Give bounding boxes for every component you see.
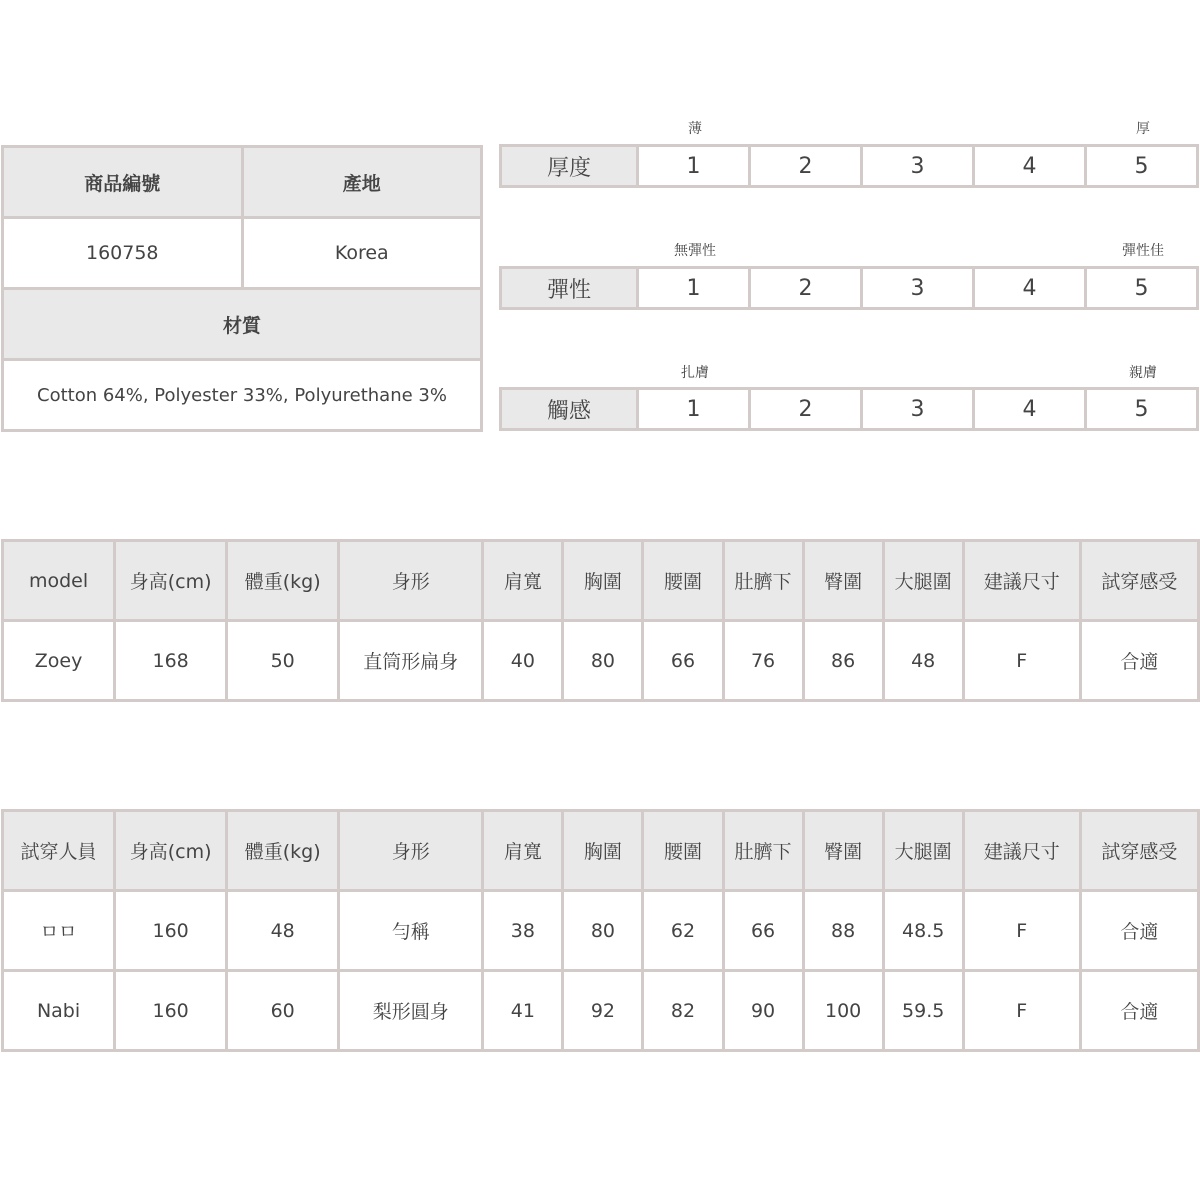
table-cell: 62 xyxy=(643,891,723,971)
header-body-shape: 身形 xyxy=(339,541,483,621)
header-model: model xyxy=(3,541,115,621)
header-shoulder: 肩寬 xyxy=(483,811,563,891)
table-cell: 38 xyxy=(483,891,563,971)
table-cell: F xyxy=(963,971,1080,1051)
header-tester: 試穿人員 xyxy=(3,811,115,891)
rating-level: 5 xyxy=(1086,389,1198,430)
touch-low-label: 扎膚 xyxy=(681,365,709,381)
table-cell: 160 xyxy=(115,891,227,971)
header-recommended-size: 建議尺寸 xyxy=(963,811,1080,891)
tester-measurement-table xyxy=(1,809,1200,1052)
rating-level: 5 xyxy=(1086,268,1198,309)
rating-level: 1 xyxy=(638,389,750,430)
table-row xyxy=(3,621,1199,701)
header-lower-waist: 肚臍下 xyxy=(723,811,803,891)
header-height: 身高(cm) xyxy=(115,541,227,621)
elasticity-low-label: 無彈性 xyxy=(674,243,716,259)
header-fit-feel: 試穿感受 xyxy=(1080,541,1198,621)
table-cell: 92 xyxy=(563,971,643,1051)
thickness-low-label: 薄 xyxy=(688,121,702,137)
rating-level: 1 xyxy=(638,146,750,187)
rating-level: 3 xyxy=(862,268,974,309)
origin-label: 產地 xyxy=(242,147,482,218)
header-body-shape: 身形 xyxy=(339,811,483,891)
header-weight: 體重(kg) xyxy=(227,541,339,621)
table-cell: 合適 xyxy=(1080,891,1198,971)
header-chest: 胸圍 xyxy=(563,811,643,891)
table-cell: 合適 xyxy=(1080,971,1198,1051)
product-info-table xyxy=(1,145,483,432)
rating-level: 2 xyxy=(750,146,862,187)
rating-level: 3 xyxy=(862,389,974,430)
product-code-value: 160758 xyxy=(3,218,243,289)
header-lower-waist: 肚臍下 xyxy=(723,541,803,621)
elasticity-rating-table xyxy=(499,266,1199,310)
table-cell: 80 xyxy=(563,621,643,701)
header-hip: 臀圍 xyxy=(803,811,883,891)
rating-level: 4 xyxy=(974,146,1086,187)
table-cell: 80 xyxy=(563,891,643,971)
table-cell: Nabi xyxy=(3,971,115,1051)
header-shoulder: 肩寬 xyxy=(483,541,563,621)
table-cell: 60 xyxy=(227,971,339,1051)
table-cell: ㅁㅁ xyxy=(3,891,115,971)
touch-label: 觸感 xyxy=(501,389,638,430)
table-cell: 梨形圓身 xyxy=(339,971,483,1051)
origin-value: Korea xyxy=(242,218,482,289)
header-hip: 臀圍 xyxy=(803,541,883,621)
header-chest: 胸圍 xyxy=(563,541,643,621)
header-waist: 腰圍 xyxy=(643,811,723,891)
table-row xyxy=(3,971,1199,1051)
table-cell: 86 xyxy=(803,621,883,701)
elasticity-high-label: 彈性佳 xyxy=(1122,243,1164,259)
table-cell: 勻稱 xyxy=(339,891,483,971)
header-waist: 腰圍 xyxy=(643,541,723,621)
table-cell: 59.5 xyxy=(883,971,963,1051)
header-thigh: 大腿圍 xyxy=(883,811,963,891)
header-height: 身高(cm) xyxy=(115,811,227,891)
thickness-high-label: 厚 xyxy=(1136,121,1150,137)
table-cell: 48 xyxy=(227,891,339,971)
table-row xyxy=(3,891,1199,971)
table-cell: 82 xyxy=(643,971,723,1051)
table-cell: 88 xyxy=(803,891,883,971)
rating-level: 1 xyxy=(638,268,750,309)
table-cell: 40 xyxy=(483,621,563,701)
elasticity-label: 彈性 xyxy=(501,268,638,309)
rating-level: 2 xyxy=(750,389,862,430)
table-cell: 160 xyxy=(115,971,227,1051)
table-cell: 168 xyxy=(115,621,227,701)
table-cell: 直筒形扁身 xyxy=(339,621,483,701)
table-cell: 50 xyxy=(227,621,339,701)
table-cell: 100 xyxy=(803,971,883,1051)
table-cell: 66 xyxy=(723,891,803,971)
table-cell: 66 xyxy=(643,621,723,701)
table-cell: 合適 xyxy=(1080,621,1198,701)
material-label: 材質 xyxy=(3,289,482,360)
rating-level: 2 xyxy=(750,268,862,309)
header-thigh: 大腿圍 xyxy=(883,541,963,621)
table-cell: Zoey xyxy=(3,621,115,701)
table-cell: 48.5 xyxy=(883,891,963,971)
thickness-label: 厚度 xyxy=(501,146,638,187)
thickness-rating-table xyxy=(499,144,1199,188)
model-measurement-table xyxy=(1,539,1200,702)
touch-rating-table xyxy=(499,387,1199,431)
table-cell: 41 xyxy=(483,971,563,1051)
material-value: Cotton 64%, Polyester 33%, Polyurethane 3% xyxy=(3,360,482,431)
table-cell: F xyxy=(963,891,1080,971)
table-cell: 90 xyxy=(723,971,803,1051)
table-cell: 48 xyxy=(883,621,963,701)
header-recommended-size: 建議尺寸 xyxy=(963,541,1080,621)
product-code-label: 商品編號 xyxy=(3,147,243,218)
touch-high-label: 親膚 xyxy=(1129,365,1157,381)
rating-level: 5 xyxy=(1086,146,1198,187)
table-cell: 76 xyxy=(723,621,803,701)
rating-level: 3 xyxy=(862,146,974,187)
header-fit-feel: 試穿感受 xyxy=(1080,811,1198,891)
table-cell: F xyxy=(963,621,1080,701)
rating-level: 4 xyxy=(974,268,1086,309)
header-weight: 體重(kg) xyxy=(227,811,339,891)
rating-level: 4 xyxy=(974,389,1086,430)
